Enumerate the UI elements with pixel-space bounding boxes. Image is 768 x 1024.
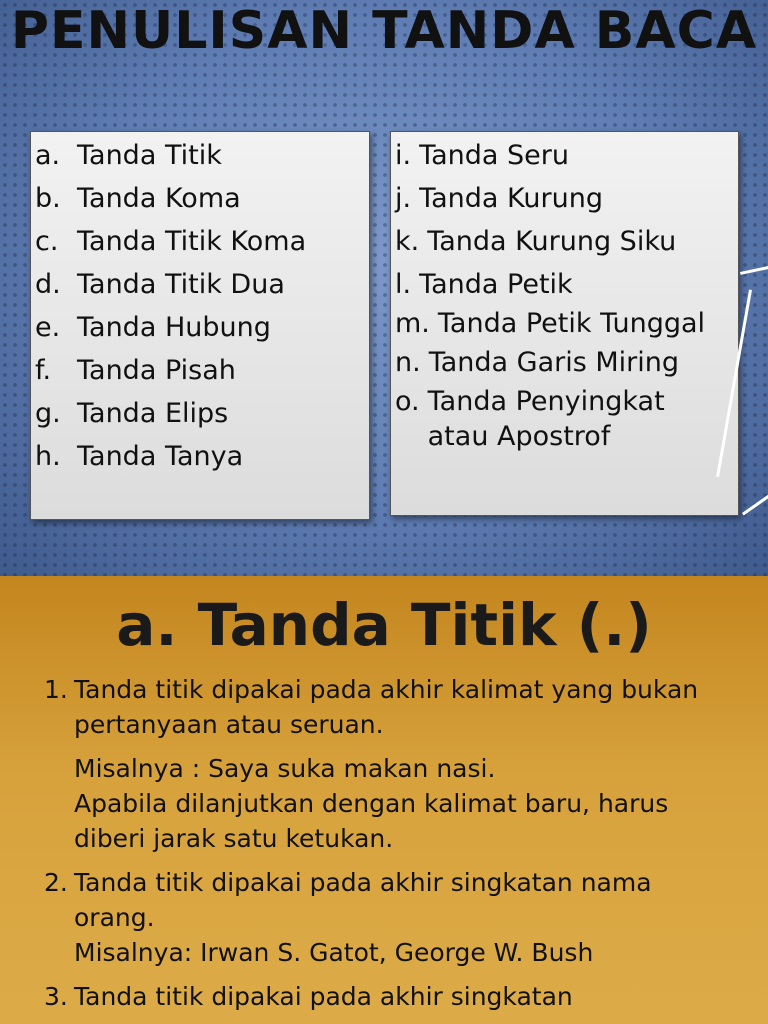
list-item-text: Tanda Petik Tunggal bbox=[437, 308, 706, 339]
list-item bbox=[395, 177, 734, 220]
list-item-label: e. bbox=[35, 312, 61, 343]
list-item-label: b. bbox=[35, 183, 61, 214]
list-item-text: Tanda Titik Dua bbox=[77, 269, 285, 300]
list-item bbox=[35, 220, 365, 263]
list-item-text: Tanda Pisah bbox=[77, 355, 236, 386]
list-item bbox=[35, 306, 365, 349]
list-item-text: Tanda Titik Koma bbox=[77, 226, 307, 257]
decorative-line bbox=[740, 264, 768, 275]
list-item-text: Tanda Petik bbox=[419, 269, 573, 300]
rule-number: 1. bbox=[44, 675, 68, 704]
list-item bbox=[395, 384, 734, 454]
list-item-text: Tanda Hubung bbox=[77, 312, 271, 343]
list-item bbox=[395, 220, 734, 263]
list-item bbox=[395, 263, 734, 306]
rule-example: Misalnya : Saya suka makan nasi. bbox=[74, 754, 496, 783]
list-item-label: j. bbox=[395, 183, 412, 214]
list-item bbox=[395, 341, 734, 384]
list-item bbox=[35, 177, 365, 220]
rule-item bbox=[44, 672, 734, 742]
list-item-label: k. bbox=[395, 226, 420, 257]
list-item-label: a. bbox=[35, 140, 61, 171]
list-item-label: l. bbox=[395, 269, 412, 300]
list-item bbox=[35, 349, 365, 392]
list-item bbox=[35, 263, 365, 306]
rule-text: Tanda titik dipakai pada akhir singkatan bbox=[74, 982, 573, 1011]
list-item-text: Tanda Seru bbox=[419, 140, 570, 171]
rule-number: 3. bbox=[44, 982, 68, 1011]
list-item bbox=[35, 435, 365, 478]
slide-tanda-titik bbox=[0, 576, 768, 1024]
list-item bbox=[395, 306, 734, 341]
rule-number: 2. bbox=[44, 868, 68, 897]
section-heading: a. Tanda Titik (.) bbox=[116, 591, 652, 659]
list-item-text: Tanda Garis Miring bbox=[428, 347, 680, 378]
rule-text: Tanda titik dipakai pada akhir singkatan nama orang. bbox=[74, 868, 652, 932]
list-item-label: c. bbox=[35, 226, 59, 257]
list-item bbox=[35, 392, 365, 435]
list-item-text: Tanda Koma bbox=[77, 183, 241, 214]
list-item bbox=[35, 134, 365, 177]
list-box-left bbox=[30, 131, 370, 520]
list-item-text: Tanda Tanya bbox=[77, 441, 244, 472]
list-item-text: Tanda Titik bbox=[77, 140, 222, 171]
list-item-text: Tanda Penyingkat atau Apostrof bbox=[427, 386, 665, 452]
list-item-label: o. bbox=[395, 386, 420, 417]
list-item-label: h. bbox=[35, 441, 61, 472]
rule-item bbox=[44, 979, 734, 1014]
list-item-label: g. bbox=[35, 398, 61, 429]
list-item-text: Tanda Kurung Siku bbox=[427, 226, 677, 257]
list-box-right bbox=[390, 131, 739, 516]
rule-example: Misalnya: Irwan S. Gatot, George W. Bush bbox=[74, 938, 594, 967]
list-item-label: d. bbox=[35, 269, 61, 300]
decorative-line bbox=[742, 490, 768, 515]
list-item-label: f. bbox=[35, 355, 52, 386]
list-item bbox=[395, 134, 734, 177]
rule-list bbox=[44, 672, 734, 1014]
list-item-text: Tanda Kurung bbox=[419, 183, 603, 214]
list-item-label: n. bbox=[395, 347, 421, 378]
list-item-label: i. bbox=[395, 140, 412, 171]
list-item-text: Tanda Elips bbox=[77, 398, 229, 429]
rule-item bbox=[44, 865, 734, 935]
list-item-label: m. bbox=[395, 308, 430, 339]
rule-note: Apabila dilanjutkan dengan kalimat baru, harus diberi jarak satu ketukan. bbox=[74, 789, 669, 853]
rule-text: Tanda titik dipakai pada akhir kalimat yang bukan pertanyaan atau seruan. bbox=[74, 675, 699, 739]
slide-title: PENULISAN TANDA BACA bbox=[10, 1, 758, 61]
